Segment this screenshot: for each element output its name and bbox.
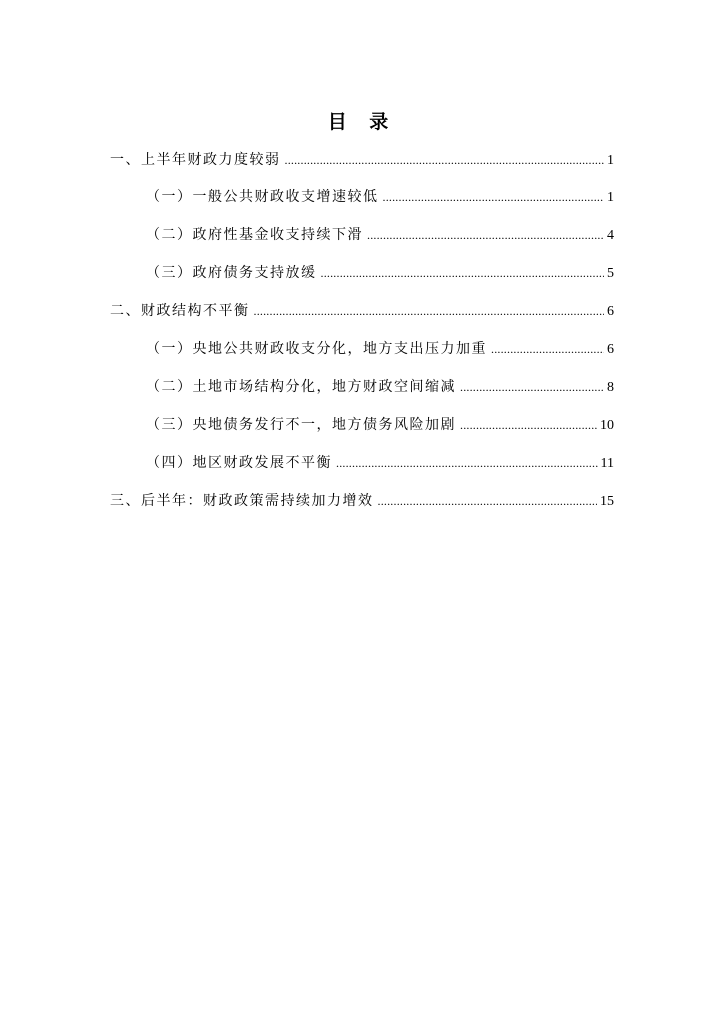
toc-leader-dots (378, 489, 598, 513)
toc-page-number: 1 (607, 190, 614, 205)
toc-entry-text: （一）央地公共财政收支分化，地方支出压力加重 (146, 341, 487, 357)
toc-entry[interactable] (110, 148, 614, 172)
toc-leader-dots (254, 299, 605, 323)
toc-entry[interactable] (146, 185, 614, 209)
toc-page-number: 11 (600, 456, 614, 471)
toc-entry-text: 一、上半年财政力度较弱 (110, 152, 281, 168)
toc-entry-text: （二）政府性基金收支持续下滑 (146, 227, 363, 243)
toc-leader-dots (321, 261, 605, 285)
toc-entry[interactable] (110, 489, 614, 513)
toc-leader-dots (460, 413, 597, 437)
toc-entry[interactable] (146, 451, 614, 475)
toc-page-number: 6 (607, 304, 614, 319)
toc-entry[interactable] (146, 337, 614, 361)
toc-leader-dots (336, 451, 598, 475)
toc-entry[interactable] (146, 261, 614, 285)
toc-leader-dots (491, 337, 604, 361)
toc-page-number: 10 (600, 418, 614, 433)
toc-leader-dots (367, 223, 604, 247)
toc-entry[interactable] (146, 413, 614, 437)
toc-page-number: 8 (607, 380, 614, 395)
toc-page-number: 15 (600, 494, 614, 509)
toc-title: 目 录 (327, 111, 397, 133)
toc-page-number: 6 (607, 342, 614, 357)
toc-page-number: 5 (607, 266, 614, 281)
toc-entry-text: （四）地区财政发展不平衡 (146, 455, 332, 471)
toc-leader-dots (383, 185, 605, 209)
toc-entry-text: （三）央地债务发行不一，地方债务风险加剧 (146, 417, 456, 433)
toc-entry-text: 三、后半年：财政政策需持续加力增效 (110, 493, 374, 509)
toc-page-number: 4 (607, 228, 614, 243)
toc-entry[interactable] (146, 223, 614, 247)
toc-entry-text: 二、财政结构不平衡 (110, 303, 250, 319)
toc-leader-dots (460, 375, 604, 399)
toc-entry[interactable] (110, 299, 614, 323)
toc-entry-text: （三）政府债务支持放缓 (146, 265, 317, 281)
toc-page-number: 1 (607, 153, 614, 168)
toc-entry[interactable] (146, 375, 614, 399)
toc-entry-text: （一）一般公共财政收支增速较低 (146, 189, 379, 205)
toc-leader-dots (285, 148, 605, 172)
toc-entry-text: （二）土地市场结构分化，地方财政空间缩减 (146, 379, 456, 395)
